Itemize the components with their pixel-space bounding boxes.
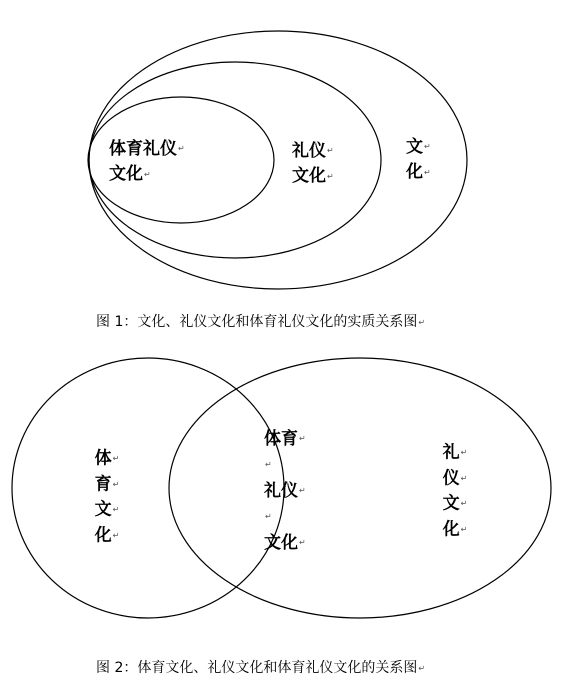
fig2-right-label-char3: 文 ↵ [438, 491, 472, 517]
fig2-right-label-char2: 仪 ↵ [438, 466, 472, 492]
fig1-outer-label-line2: 化 ↵ [406, 162, 431, 182]
fig2-center-label-spacer1 [264, 455, 272, 475]
fig2-center-label [264, 426, 306, 556]
fig2-left-label-char2: 育 ↵ [90, 472, 124, 498]
fig1-outer-label [406, 134, 431, 185]
fig2-center-label-line2: 礼仪 ↵ [264, 481, 306, 501]
fig2-center-label-spacer2 [264, 507, 272, 527]
fig1-outer-label-line1: 文 ↵ [406, 137, 431, 157]
fig1-middle-label-line2: 文化 ↵ [292, 166, 334, 186]
fig2-center-label-line3: 文化 ↵ [264, 533, 306, 553]
fig2-right-label [438, 440, 472, 542]
figure-1-diagram [0, 0, 582, 300]
figure-1-caption [96, 311, 425, 331]
fig2-left-label-char1: 体 ↵ [90, 446, 124, 472]
fig2-left-label-char3: 文 ↵ [90, 497, 124, 523]
fig2-right-label-char4: 化 ↵ [438, 517, 472, 543]
fig1-middle-label [292, 138, 334, 189]
figure-1-caption-text: 图 1：文化、礼仪文化和体育礼仪文化的实质关系图 ↵ [96, 314, 425, 330]
fig1-middle-label-line1: 礼仪 ↵ [292, 141, 334, 161]
fig1-inner-label [109, 136, 185, 187]
right-ellipse-etiquette-culture [169, 358, 551, 618]
figure-2-caption [96, 657, 425, 677]
fig2-left-label [90, 446, 124, 548]
fig2-center-label-line1: 体育 ↵ [264, 429, 306, 449]
left-ellipse-sports-culture [12, 358, 284, 618]
fig2-right-label-char1: 礼 ↵ [438, 440, 472, 466]
fig2-left-label-char4: 化 ↵ [90, 523, 124, 549]
fig1-inner-label-line1: 体育礼仪 ↵ [109, 139, 185, 159]
fig1-inner-label-line2: 文化 ↵ [109, 164, 151, 184]
figure-2-caption-text: 图 2：体育文化、礼仪文化和体育礼仪文化的关系图 ↵ [96, 660, 425, 676]
